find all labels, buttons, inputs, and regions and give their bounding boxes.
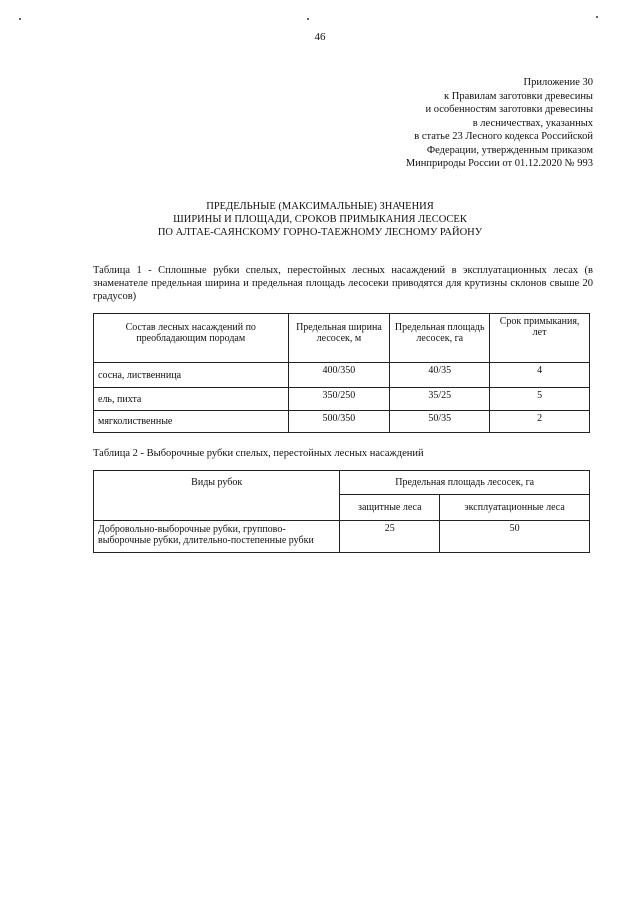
table-header-row (94, 314, 590, 363)
table-row (94, 388, 590, 411)
cell: 35/25 (390, 388, 490, 411)
header-cell: Предельная площадь лесосек, га (390, 314, 490, 363)
scan-speck (596, 16, 598, 18)
header-cell: эксплуатационные леса (440, 495, 590, 521)
header-cell: Предельная ширина лесосек, м (288, 314, 390, 363)
table-header-row (94, 471, 590, 495)
title-line: ПРЕДЕЛЬНЫЕ (МАКСИМАЛЬНЫЕ) ЗНАЧЕНИЯ (206, 201, 434, 212)
header-cell: Состав лесных насаждений по преобладающим породам (94, 314, 289, 363)
title-line: ПО АЛТАЕ-САЯНСКОМУ ГОРНО-ТАЕЖНОМУ ЛЕСНОМУ РАЙОНУ (157, 227, 483, 238)
table-row (94, 521, 590, 553)
table1-caption: Таблица 1 - Сплошные рубки спелых, перестойных лесных насаждений в эксплуатационных лесах (в знаменателе предельная ширина и предельная площадь лесосеки приводятся для крутизны склонов свыше 20 градусов) (93, 265, 593, 302)
cell: 40/35 (390, 363, 490, 388)
cell: мягколиственные (94, 411, 289, 433)
table-row (94, 363, 590, 388)
scan-speck (307, 18, 309, 20)
cell: 500/350 (288, 411, 390, 433)
header-cell: Предельная площадь лесосек, га (340, 471, 590, 495)
table1 (93, 313, 590, 433)
page-number: 46 (314, 31, 326, 43)
cell: 5 (490, 388, 590, 411)
table-row (94, 411, 590, 433)
appendix-line: Федерации, утвержденным приказом (426, 144, 593, 156)
cell: 25 (340, 521, 440, 553)
scan-speck (19, 18, 21, 20)
title-line: ШИРИНЫ И ПЛОЩАДИ, СРОКОВ ПРИМЫКАНИЯ ЛЕСОСЕК (173, 214, 467, 225)
cell: ель, пихта (94, 388, 289, 411)
appendix-line: к Правилам заготовки древесины (444, 90, 593, 102)
cell: 4 (490, 363, 590, 388)
cell: 350/250 (288, 388, 390, 411)
cell: 400/350 (288, 363, 390, 388)
appendix-note (406, 76, 593, 171)
appendix-line: в статье 23 Лесного кодекса Российской (414, 131, 593, 142)
header-cell: Виды рубок (94, 471, 340, 521)
table2-caption: Таблица 2 - Выборочные рубки спелых, перестойных лесных насаждений (93, 448, 424, 459)
cell: 50/35 (390, 411, 490, 433)
appendix-line: в лесничествах, указанных (472, 117, 593, 129)
cell: 2 (490, 411, 590, 433)
appendix-line: и особенностям заготовки древесины (425, 104, 593, 115)
cell: 50 (440, 521, 590, 553)
cell: сосна, лиственница (94, 363, 289, 388)
cell: Добровольно-выборочные рубки, группово-выборочные рубки, длительно-постепенные рубки (94, 521, 340, 553)
header-cell: Срок примыкания, лет (490, 314, 590, 363)
appendix-line: Приложение 30 (523, 77, 593, 88)
document-title (0, 200, 640, 239)
header-cell: защитные леса (340, 495, 440, 521)
appendix-line: Минприроды России от 01.12.2020 № 993 (405, 158, 593, 169)
table2 (93, 470, 590, 553)
